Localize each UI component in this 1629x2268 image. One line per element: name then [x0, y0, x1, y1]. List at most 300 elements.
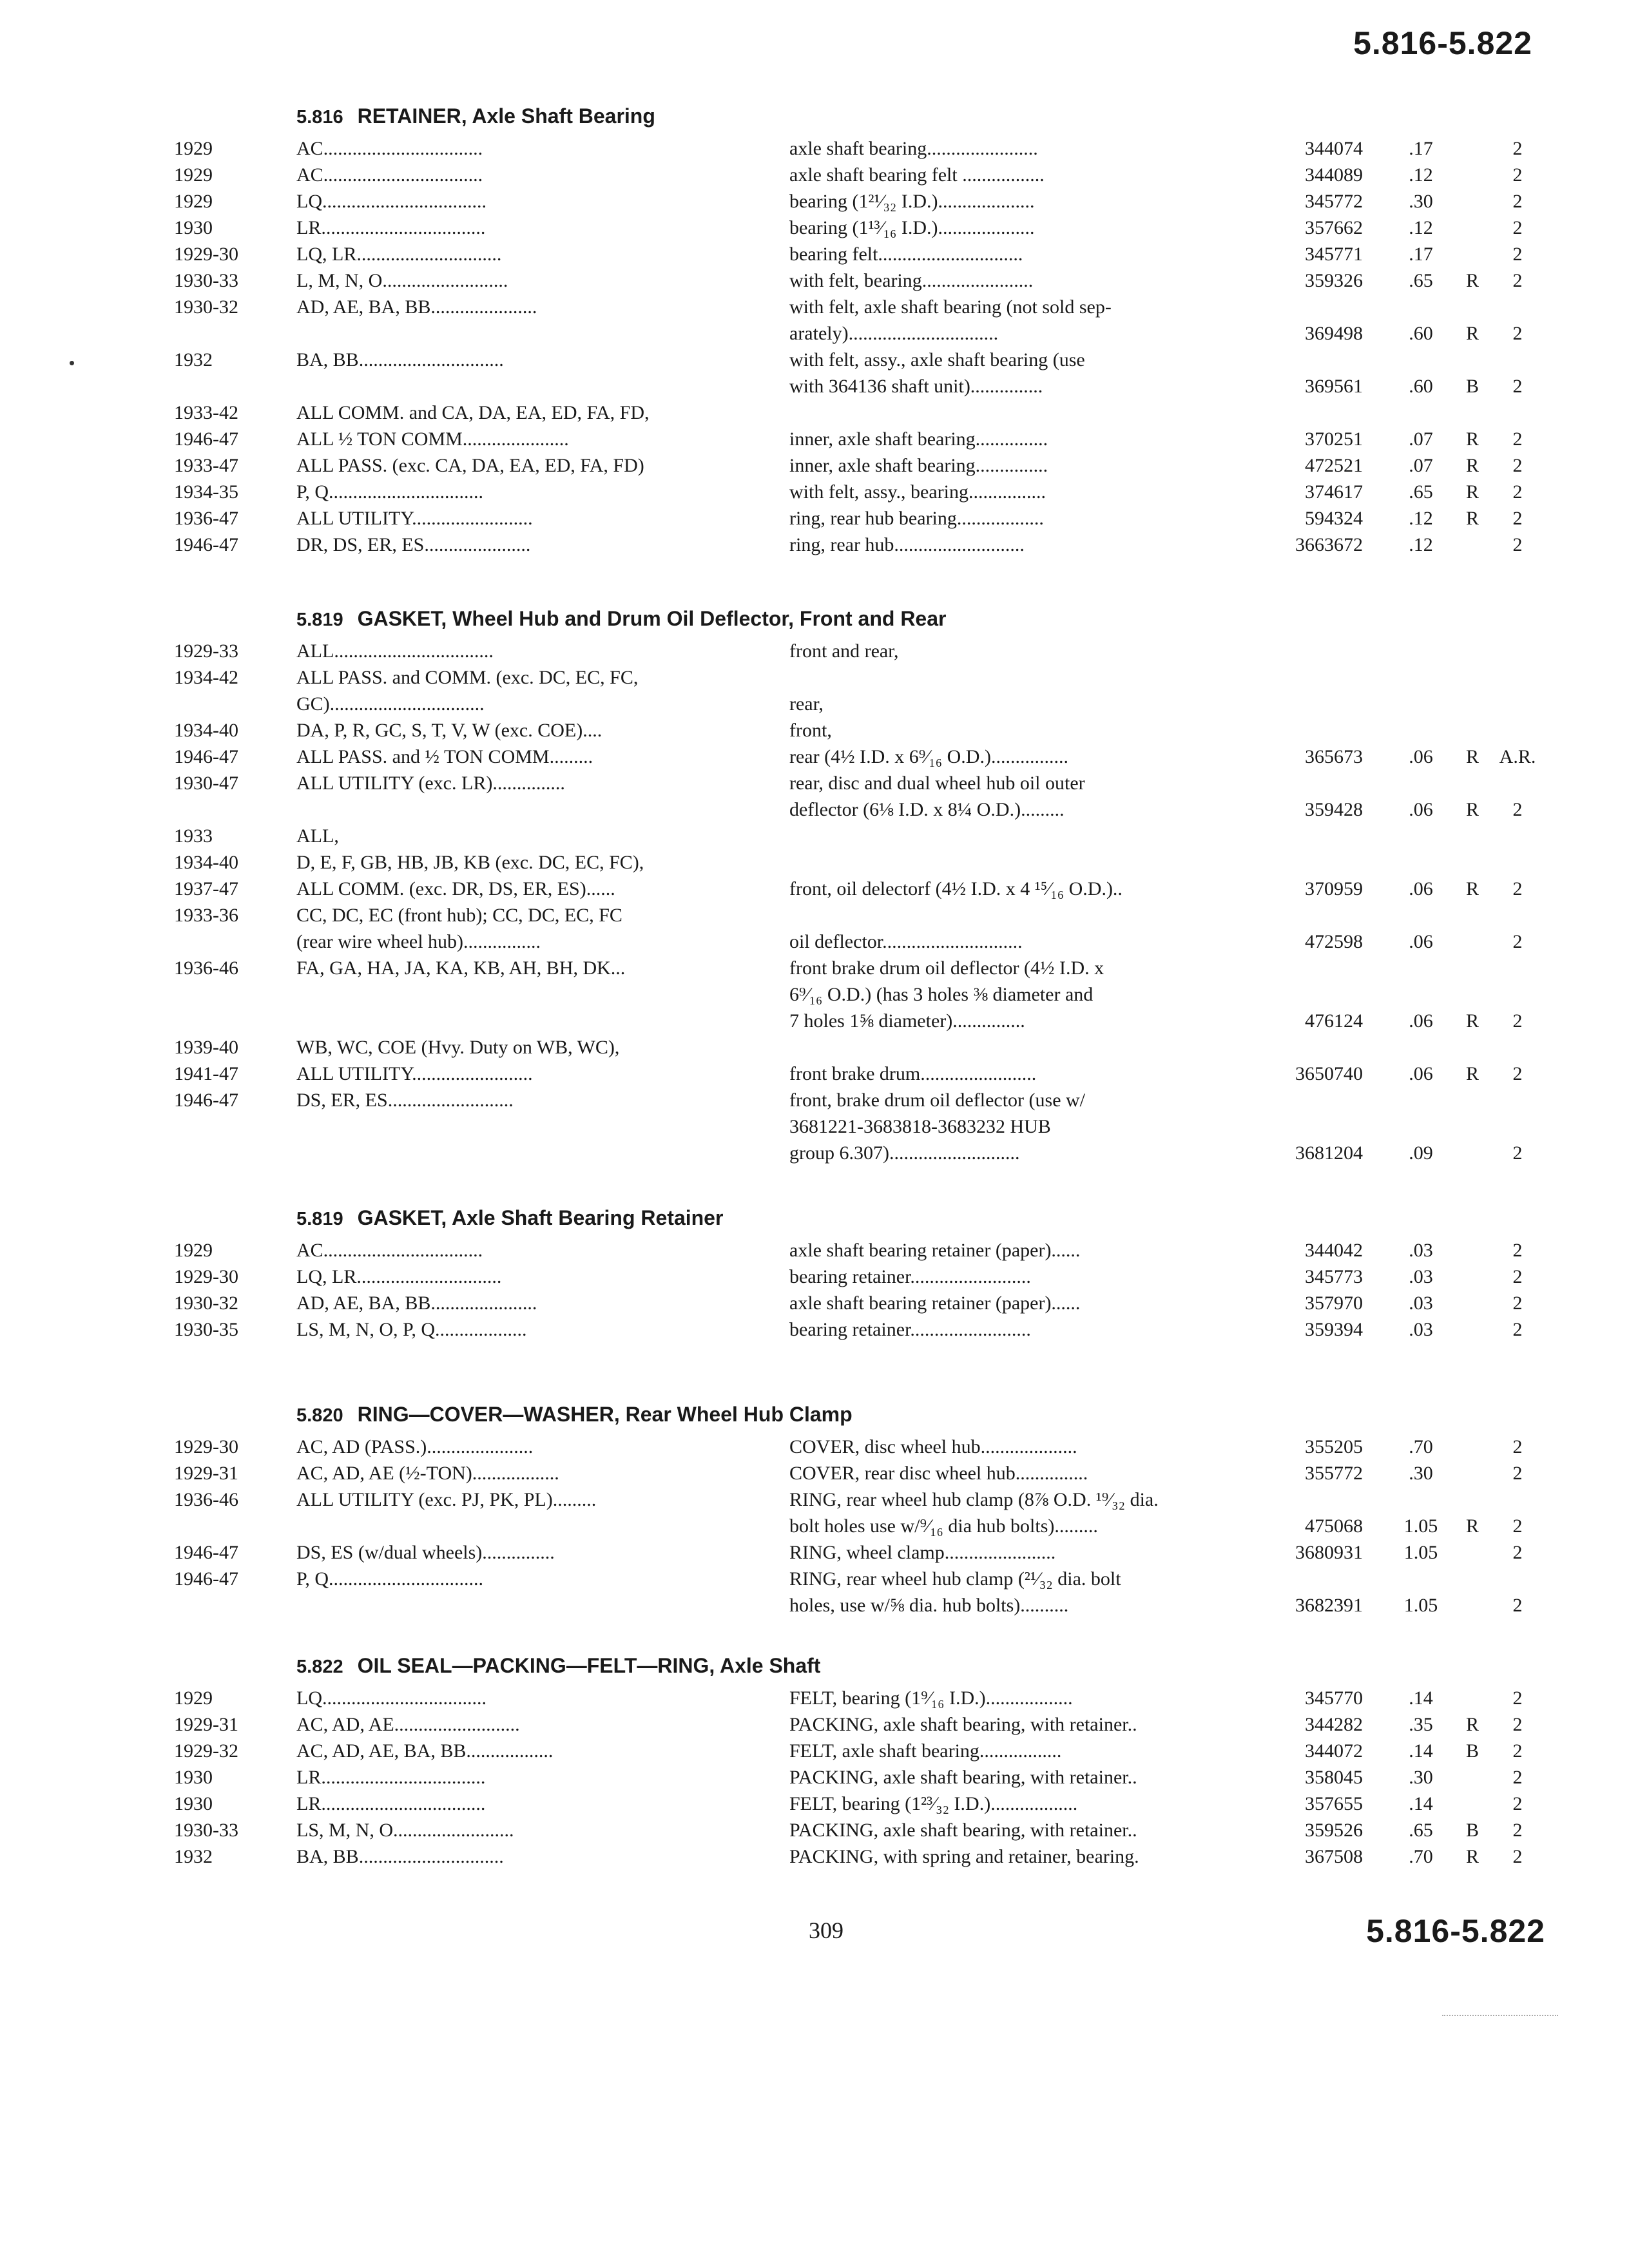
page-range-header: 5.816-5.822: [1353, 25, 1532, 61]
parts-table: [174, 638, 1559, 1166]
description-cell: inner, axle shaft bearing...............: [789, 428, 1048, 450]
part-number-cell: 3680931: [1295, 1542, 1363, 1563]
quantity-cell: 2: [1512, 508, 1523, 529]
price-cell: .06: [1409, 931, 1433, 952]
part-number-cell: 374617: [1305, 481, 1363, 503]
parts-table: [174, 1434, 1559, 1619]
year-cell: 1929: [174, 164, 213, 186]
code-cell: R: [1465, 323, 1479, 344]
table-row: [174, 1113, 1559, 1140]
year-cell: 1934-35: [174, 481, 238, 503]
part-number-cell: 472598: [1305, 931, 1363, 952]
model-cell: P, Q................................: [296, 1568, 484, 1590]
catalog-section: [174, 97, 1559, 558]
year-cell: 1933: [174, 825, 213, 847]
table-row: [174, 1087, 1559, 1113]
year-cell: 1929: [174, 191, 213, 212]
code-cell: R: [1465, 455, 1479, 476]
model-cell: LQ, LR..............................: [296, 1266, 502, 1287]
description-cell: with felt, assy., axle shaft bearing (use: [789, 349, 1085, 370]
price-cell: .14: [1409, 1740, 1433, 1762]
description-cell: front, brake drum oil deflector (use w/: [789, 1090, 1086, 1111]
model-cell: AC, AD, AE (½-TON)..................: [296, 1463, 559, 1484]
description-cell: RING, wheel clamp.......................: [789, 1542, 1056, 1563]
model-cell: BA, BB..............................: [296, 1846, 504, 1867]
price-cell: .17: [1409, 244, 1433, 265]
year-cell: 1929: [174, 1687, 213, 1709]
model-cell: AC, AD (PASS.)......................: [296, 1436, 534, 1457]
price-cell: .03: [1409, 1240, 1433, 1261]
year-cell: 1946-47: [174, 428, 238, 450]
table-row: [174, 1843, 1559, 1870]
table-row: [174, 1460, 1559, 1486]
price-cell: .07: [1409, 455, 1433, 476]
quantity-cell: 2: [1512, 534, 1523, 555]
table-row: [174, 638, 1559, 664]
description-cell: FELT, axle shaft bearing.................: [789, 1740, 1062, 1762]
part-number-cell: 370251: [1305, 428, 1363, 450]
description-cell: FELT, bearing (1²³⁄₃₂ I.D.)..................: [789, 1793, 1078, 1814]
section-title: [296, 1395, 1559, 1434]
year-cell: 1946-47: [174, 1568, 238, 1590]
code-cell: R: [1465, 270, 1479, 291]
parts-table: [174, 1685, 1559, 1870]
table-row: [174, 452, 1559, 479]
year-cell: 1929-31: [174, 1463, 238, 1484]
quantity-cell: 2: [1512, 481, 1523, 503]
description-cell: FELT, bearing (1⁹⁄₁₆ I.D.)..................: [789, 1687, 1073, 1709]
description-cell: PACKING, axle shaft bearing, with retainer..: [789, 1714, 1137, 1735]
part-number-cell: 355772: [1305, 1463, 1363, 1484]
model-cell: GC)................................: [296, 693, 485, 715]
model-cell: AC, AD, AE, BA, BB..................: [296, 1740, 554, 1762]
table-row: [174, 1513, 1559, 1539]
scan-mark: [70, 361, 74, 365]
description-cell: front and rear,: [789, 640, 899, 662]
price-cell: .12: [1409, 217, 1433, 238]
part-number-cell: 476124: [1305, 1010, 1363, 1032]
model-cell: ALL.................................: [296, 640, 494, 662]
price-cell: 1.05: [1403, 1542, 1438, 1563]
table-row: [174, 347, 1559, 373]
table-row: [174, 664, 1559, 691]
catalog-section: [174, 1198, 1559, 1343]
quantity-cell: 2: [1512, 1142, 1523, 1164]
price-cell: .65: [1409, 270, 1433, 291]
table-row: [174, 770, 1559, 796]
model-cell: ALL PASS. and ½ TON COMM.........: [296, 746, 593, 767]
description-cell: holes, use w/⅝ dia. hub bolts)..........: [789, 1595, 1069, 1616]
year-cell: 1930-47: [174, 773, 238, 794]
part-number-cell: 359394: [1305, 1319, 1363, 1340]
model-cell: AC.................................: [296, 138, 483, 159]
quantity-cell: 2: [1512, 931, 1523, 952]
part-number-cell: 359428: [1305, 799, 1363, 820]
quantity-cell: 2: [1512, 1846, 1523, 1867]
part-number-cell: 3682391: [1295, 1595, 1363, 1616]
table-row: [174, 1685, 1559, 1711]
page-number: 309: [809, 1917, 843, 1943]
quantity-cell: 2: [1512, 1463, 1523, 1484]
part-number-cell: 357662: [1305, 217, 1363, 238]
year-cell: 1930: [174, 1793, 213, 1814]
quantity-cell: 2: [1512, 1293, 1523, 1314]
price-cell: .03: [1409, 1266, 1433, 1287]
description-cell: bearing felt..............................: [789, 244, 1023, 265]
description-cell: with 364136 shaft unit)...............: [789, 376, 1043, 397]
table-row: [174, 1264, 1559, 1290]
quantity-cell: 2: [1512, 191, 1523, 212]
description-cell: bearing (1²¹⁄₃₂ I.D.)....................: [789, 191, 1035, 212]
model-cell: FA, GA, HA, JA, KA, KB, AH, BH, DK...: [296, 957, 626, 979]
description-cell: 6⁹⁄₁₆ O.D.) (has 3 holes ⅜ diameter and: [789, 984, 1094, 1005]
table-row: [174, 532, 1559, 558]
description-cell: front,: [789, 720, 832, 741]
description-cell: with felt, assy., bearing................: [789, 481, 1046, 503]
table-row: [174, 1290, 1559, 1316]
table-row: [174, 267, 1559, 294]
section-number: 5.820: [296, 1405, 343, 1426]
description-cell: rear, disc and dual wheel hub oil outer: [789, 773, 1085, 794]
table-row: [174, 1817, 1559, 1843]
code-cell: B: [1465, 1820, 1479, 1841]
description-cell: rear,: [789, 693, 824, 715]
part-number-cell: 359326: [1305, 270, 1363, 291]
model-cell: (rear wire wheel hub)................: [296, 931, 541, 952]
table-row: [174, 294, 1559, 320]
part-number-cell: 365673: [1305, 746, 1363, 767]
section-heading: GASKET, Axle Shaft Bearing Retainer: [357, 1206, 724, 1229]
part-number-cell: 344282: [1305, 1714, 1363, 1735]
part-number-cell: 344042: [1305, 1240, 1363, 1261]
part-number-cell: 345771: [1305, 244, 1363, 265]
section-heading: RETAINER, Axle Shaft Bearing: [357, 104, 655, 128]
description-cell: 7 holes 1⅝ diameter)...............: [789, 1010, 1025, 1032]
model-cell: LS, M, N, O.........................: [296, 1820, 514, 1841]
part-number-cell: 370959: [1305, 878, 1363, 899]
quantity-cell: 2: [1512, 1515, 1523, 1537]
code-cell: R: [1465, 1010, 1479, 1032]
table-row: [174, 744, 1559, 770]
model-cell: AC.................................: [296, 1240, 483, 1261]
table-row: [174, 505, 1559, 532]
model-cell: LS, M, N, O, P, Q...................: [296, 1319, 527, 1340]
section-heading: RING—COVER—WASHER, Rear Wheel Hub Clamp: [357, 1403, 853, 1426]
quantity-cell: 2: [1512, 138, 1523, 159]
table-row: [174, 955, 1559, 981]
description-cell: bearing retainer.........................: [789, 1266, 1031, 1287]
price-cell: .06: [1409, 1010, 1433, 1032]
quantity-cell: 2: [1512, 1010, 1523, 1032]
parts-table: [174, 1237, 1559, 1343]
year-cell: 1934-42: [174, 667, 238, 688]
price-cell: .35: [1409, 1714, 1433, 1735]
year-cell: 1936-46: [174, 1489, 238, 1510]
part-number-cell: 367508: [1305, 1846, 1363, 1867]
catalog-section: [174, 599, 1559, 1166]
year-cell: 1930: [174, 1767, 213, 1788]
model-cell: ALL,: [296, 825, 339, 847]
model-cell: AC.................................: [296, 164, 483, 186]
model-cell: AD, AE, BA, BB......................: [296, 1293, 537, 1314]
model-cell: ALL PASS. (exc. CA, DA, EA, ED, FA, FD): [296, 455, 644, 476]
section-title: [296, 599, 1559, 638]
year-cell: 1930-35: [174, 1319, 238, 1340]
year-cell: 1934-40: [174, 852, 238, 873]
price-cell: .12: [1409, 164, 1433, 186]
model-cell: LR..................................: [296, 1767, 486, 1788]
year-cell: 1929: [174, 1240, 213, 1261]
price-cell: .12: [1409, 508, 1433, 529]
part-number-cell: 369498: [1305, 323, 1363, 344]
quantity-cell: 2: [1512, 1266, 1523, 1287]
year-cell: 1932: [174, 1846, 213, 1867]
section-number: 5.819: [296, 610, 343, 630]
description-cell: oil deflector.............................: [789, 931, 1023, 952]
price-cell: .09: [1409, 1142, 1433, 1164]
year-cell: 1937-47: [174, 878, 238, 899]
description-cell: PACKING, axle shaft bearing, with retainer..: [789, 1767, 1137, 1788]
price-cell: .03: [1409, 1293, 1433, 1314]
table-row: [174, 876, 1559, 902]
table-row: [174, 1764, 1559, 1791]
quantity-cell: 2: [1512, 376, 1523, 397]
section-title: [296, 97, 1559, 135]
table-row: [174, 1738, 1559, 1764]
description-cell: bolt holes use w/⁹⁄₁₆ dia hub bolts).........: [789, 1515, 1098, 1537]
table-row: [174, 1711, 1559, 1738]
table-row: [174, 823, 1559, 849]
table-row: [174, 188, 1559, 215]
price-cell: .17: [1409, 138, 1433, 159]
code-cell: R: [1465, 799, 1479, 820]
price-cell: .14: [1409, 1687, 1433, 1709]
table-row: [174, 1592, 1559, 1619]
model-cell: ALL UTILITY.........................: [296, 1063, 533, 1084]
code-cell: R: [1465, 1063, 1479, 1084]
description-cell: rear (4½ I.D. x 6⁹⁄₁₆ O.D.)................: [789, 746, 1068, 767]
table-row: [174, 426, 1559, 452]
description-cell: axle shaft bearing retainer (paper)......: [789, 1293, 1081, 1314]
description-cell: ring, rear hub bearing..................: [789, 508, 1044, 529]
model-cell: WB, WC, COE (Hvy. Duty on WB, WC),: [296, 1037, 620, 1058]
code-cell: B: [1465, 1740, 1479, 1762]
section-number: 5.822: [296, 1657, 343, 1677]
quantity-cell: 2: [1512, 428, 1523, 450]
description-cell: arately)...............................: [789, 323, 999, 344]
model-cell: L, M, N, O..........................: [296, 270, 508, 291]
year-cell: 1929-32: [174, 1740, 238, 1762]
section-title: [296, 1198, 1559, 1237]
model-cell: P, Q................................: [296, 481, 484, 503]
description-cell: PACKING, with spring and retainer, bearing.: [789, 1846, 1139, 1867]
year-cell: 1929-30: [174, 1266, 238, 1287]
table-row: [174, 691, 1559, 717]
part-number-cell: 355205: [1305, 1436, 1363, 1457]
table-row: [174, 320, 1559, 347]
table-row: [174, 241, 1559, 267]
part-number-cell: 3650740: [1295, 1063, 1363, 1084]
year-cell: 1930-33: [174, 1820, 238, 1841]
code-cell: R: [1465, 878, 1479, 899]
part-number-cell: 475068: [1305, 1515, 1363, 1537]
code-cell: R: [1465, 481, 1479, 503]
section-number: 5.816: [296, 107, 343, 128]
year-cell: 1946-47: [174, 534, 238, 555]
description-cell: with felt, axle shaft bearing (not sold sep-: [789, 296, 1112, 318]
quantity-cell: 2: [1512, 1240, 1523, 1261]
year-cell: 1933-42: [174, 402, 238, 423]
model-cell: LR..................................: [296, 1793, 486, 1814]
model-cell: AC, AD, AE..........................: [296, 1714, 520, 1735]
section-heading: OIL SEAL—PACKING—FELT—RING, Axle Shaft: [357, 1654, 821, 1677]
model-cell: BA, BB..............................: [296, 349, 504, 370]
year-cell: 1941-47: [174, 1063, 238, 1084]
section-heading: GASKET, Wheel Hub and Drum Oil Deflector, Front and Rear: [357, 607, 947, 630]
quantity-cell: 2: [1512, 270, 1523, 291]
description-cell: ring, rear hub...........................: [789, 534, 1025, 555]
quantity-cell: 2: [1512, 1714, 1523, 1735]
year-cell: 1929: [174, 138, 213, 159]
year-cell: 1933-47: [174, 455, 238, 476]
model-cell: DS, ER, ES..........................: [296, 1090, 514, 1111]
price-cell: .06: [1409, 799, 1433, 820]
price-cell: .65: [1409, 481, 1433, 503]
quantity-cell: 2: [1512, 1687, 1523, 1709]
table-row: [174, 1061, 1559, 1087]
year-cell: 1929-33: [174, 640, 238, 662]
code-cell: B: [1465, 376, 1479, 397]
description-cell: group 6.307)...........................: [789, 1142, 1020, 1164]
quantity-cell: 2: [1512, 455, 1523, 476]
description-cell: bearing (1¹³⁄₁₆ I.D.)....................: [789, 217, 1035, 238]
description-cell: axle shaft bearing.......................: [789, 138, 1038, 159]
quantity-cell: 2: [1512, 878, 1523, 899]
quantity-cell: 2: [1512, 799, 1523, 820]
part-number-cell: 345773: [1305, 1266, 1363, 1287]
description-cell: front brake drum oil deflector (4½ I.D. x: [789, 957, 1104, 979]
price-cell: .30: [1409, 1463, 1433, 1484]
table-row: [174, 1539, 1559, 1566]
price-cell: .06: [1409, 1063, 1433, 1084]
model-cell: ALL PASS. and COMM. (exc. DC, EC, FC,: [296, 667, 639, 688]
table-row: [174, 1566, 1559, 1592]
table-row: [174, 135, 1559, 162]
catalog-section: [174, 1395, 1559, 1619]
year-cell: 1933-36: [174, 905, 238, 926]
quantity-cell: 2: [1512, 1063, 1523, 1084]
price-cell: .06: [1409, 878, 1433, 899]
description-cell: COVER, disc wheel hub....................: [789, 1436, 1077, 1457]
parts-table: [174, 135, 1559, 558]
quantity-cell: 2: [1512, 1740, 1523, 1762]
quantity-cell: 2: [1512, 1436, 1523, 1457]
year-cell: 1930: [174, 217, 213, 238]
table-row: [174, 981, 1559, 1008]
description-cell: front, oil delectorf (4½ I.D. x 4 ¹⁵⁄₁₆ O.D.)..: [789, 878, 1123, 899]
table-row: [174, 1486, 1559, 1513]
price-cell: .70: [1409, 1846, 1433, 1867]
table-row: [174, 1008, 1559, 1034]
description-cell: RING, rear wheel hub clamp (²¹⁄₃₂ dia. bolt: [789, 1568, 1121, 1590]
quantity-cell: 2: [1512, 217, 1523, 238]
table-row: [174, 1034, 1559, 1061]
price-cell: .30: [1409, 1767, 1433, 1788]
year-cell: 1930-33: [174, 270, 238, 291]
year-cell: 1936-46: [174, 957, 238, 979]
table-row: [174, 399, 1559, 426]
quantity-cell: 2: [1512, 1319, 1523, 1340]
price-cell: .70: [1409, 1436, 1433, 1457]
year-cell: 1929-30: [174, 244, 238, 265]
quantity-cell: 2: [1512, 1595, 1523, 1616]
year-cell: 1930-32: [174, 1293, 238, 1314]
code-cell: R: [1465, 1714, 1479, 1735]
price-cell: .30: [1409, 191, 1433, 212]
model-cell: ALL UTILITY.........................: [296, 508, 533, 529]
quantity-cell: 2: [1512, 1793, 1523, 1814]
table-row: [174, 796, 1559, 823]
description-cell: axle shaft bearing retainer (paper)......: [789, 1240, 1081, 1261]
description-cell: inner, axle shaft bearing...............: [789, 455, 1048, 476]
table-row: [174, 1434, 1559, 1460]
description-cell: COVER, rear disc wheel hub...............: [789, 1463, 1088, 1484]
price-cell: 1.05: [1403, 1515, 1438, 1537]
price-cell: .14: [1409, 1793, 1433, 1814]
table-row: [174, 717, 1559, 744]
price-cell: .07: [1409, 428, 1433, 450]
part-number-cell: 357655: [1305, 1793, 1363, 1814]
model-cell: AD, AE, BA, BB......................: [296, 296, 537, 318]
table-row: [174, 162, 1559, 188]
table-row: [174, 1791, 1559, 1817]
part-number-cell: 344072: [1305, 1740, 1363, 1762]
part-number-cell: 3663672: [1295, 534, 1363, 555]
quantity-cell: 2: [1512, 1820, 1523, 1841]
model-cell: LQ..................................: [296, 191, 487, 212]
description-cell: RING, rear wheel hub clamp (8⅞ O.D. ¹⁹⁄₃₂ dia.: [789, 1489, 1159, 1510]
code-cell: R: [1465, 1846, 1479, 1867]
model-cell: DS, ES (w/dual wheels)...............: [296, 1542, 555, 1563]
model-cell: LR..................................: [296, 217, 486, 238]
price-cell: .65: [1409, 1820, 1433, 1841]
code-cell: R: [1465, 746, 1479, 767]
model-cell: CC, DC, EC (front hub); CC, DC, EC, FC: [296, 905, 622, 926]
model-cell: ALL ½ TON COMM......................: [296, 428, 569, 450]
code-cell: R: [1465, 508, 1479, 529]
part-number-cell: 359526: [1305, 1820, 1363, 1841]
model-cell: DA, P, R, GC, S, T, V, W (exc. COE)....: [296, 720, 602, 741]
part-number-cell: 369561: [1305, 376, 1363, 397]
quantity-cell: 2: [1512, 164, 1523, 186]
model-cell: LQ, LR..............................: [296, 244, 502, 265]
part-number-cell: 345772: [1305, 191, 1363, 212]
model-cell: ALL UTILITY (exc. PJ, PK, PL).........: [296, 1489, 597, 1510]
price-cell: .06: [1409, 746, 1433, 767]
year-cell: 1929-31: [174, 1714, 238, 1735]
part-number-cell: 344074: [1305, 138, 1363, 159]
year-cell: 1939-40: [174, 1037, 238, 1058]
part-number-cell: 358045: [1305, 1767, 1363, 1788]
table-row: [174, 928, 1559, 955]
year-cell: 1946-47: [174, 1090, 238, 1111]
price-cell: .12: [1409, 534, 1433, 555]
description-cell: axle shaft bearing felt .................: [789, 164, 1045, 186]
model-cell: ALL UTILITY (exc. LR)...............: [296, 773, 565, 794]
description-cell: 3681221-3683818-3683232 HUB: [789, 1116, 1051, 1137]
table-row: [174, 215, 1559, 241]
model-cell: LQ..................................: [296, 1687, 487, 1709]
